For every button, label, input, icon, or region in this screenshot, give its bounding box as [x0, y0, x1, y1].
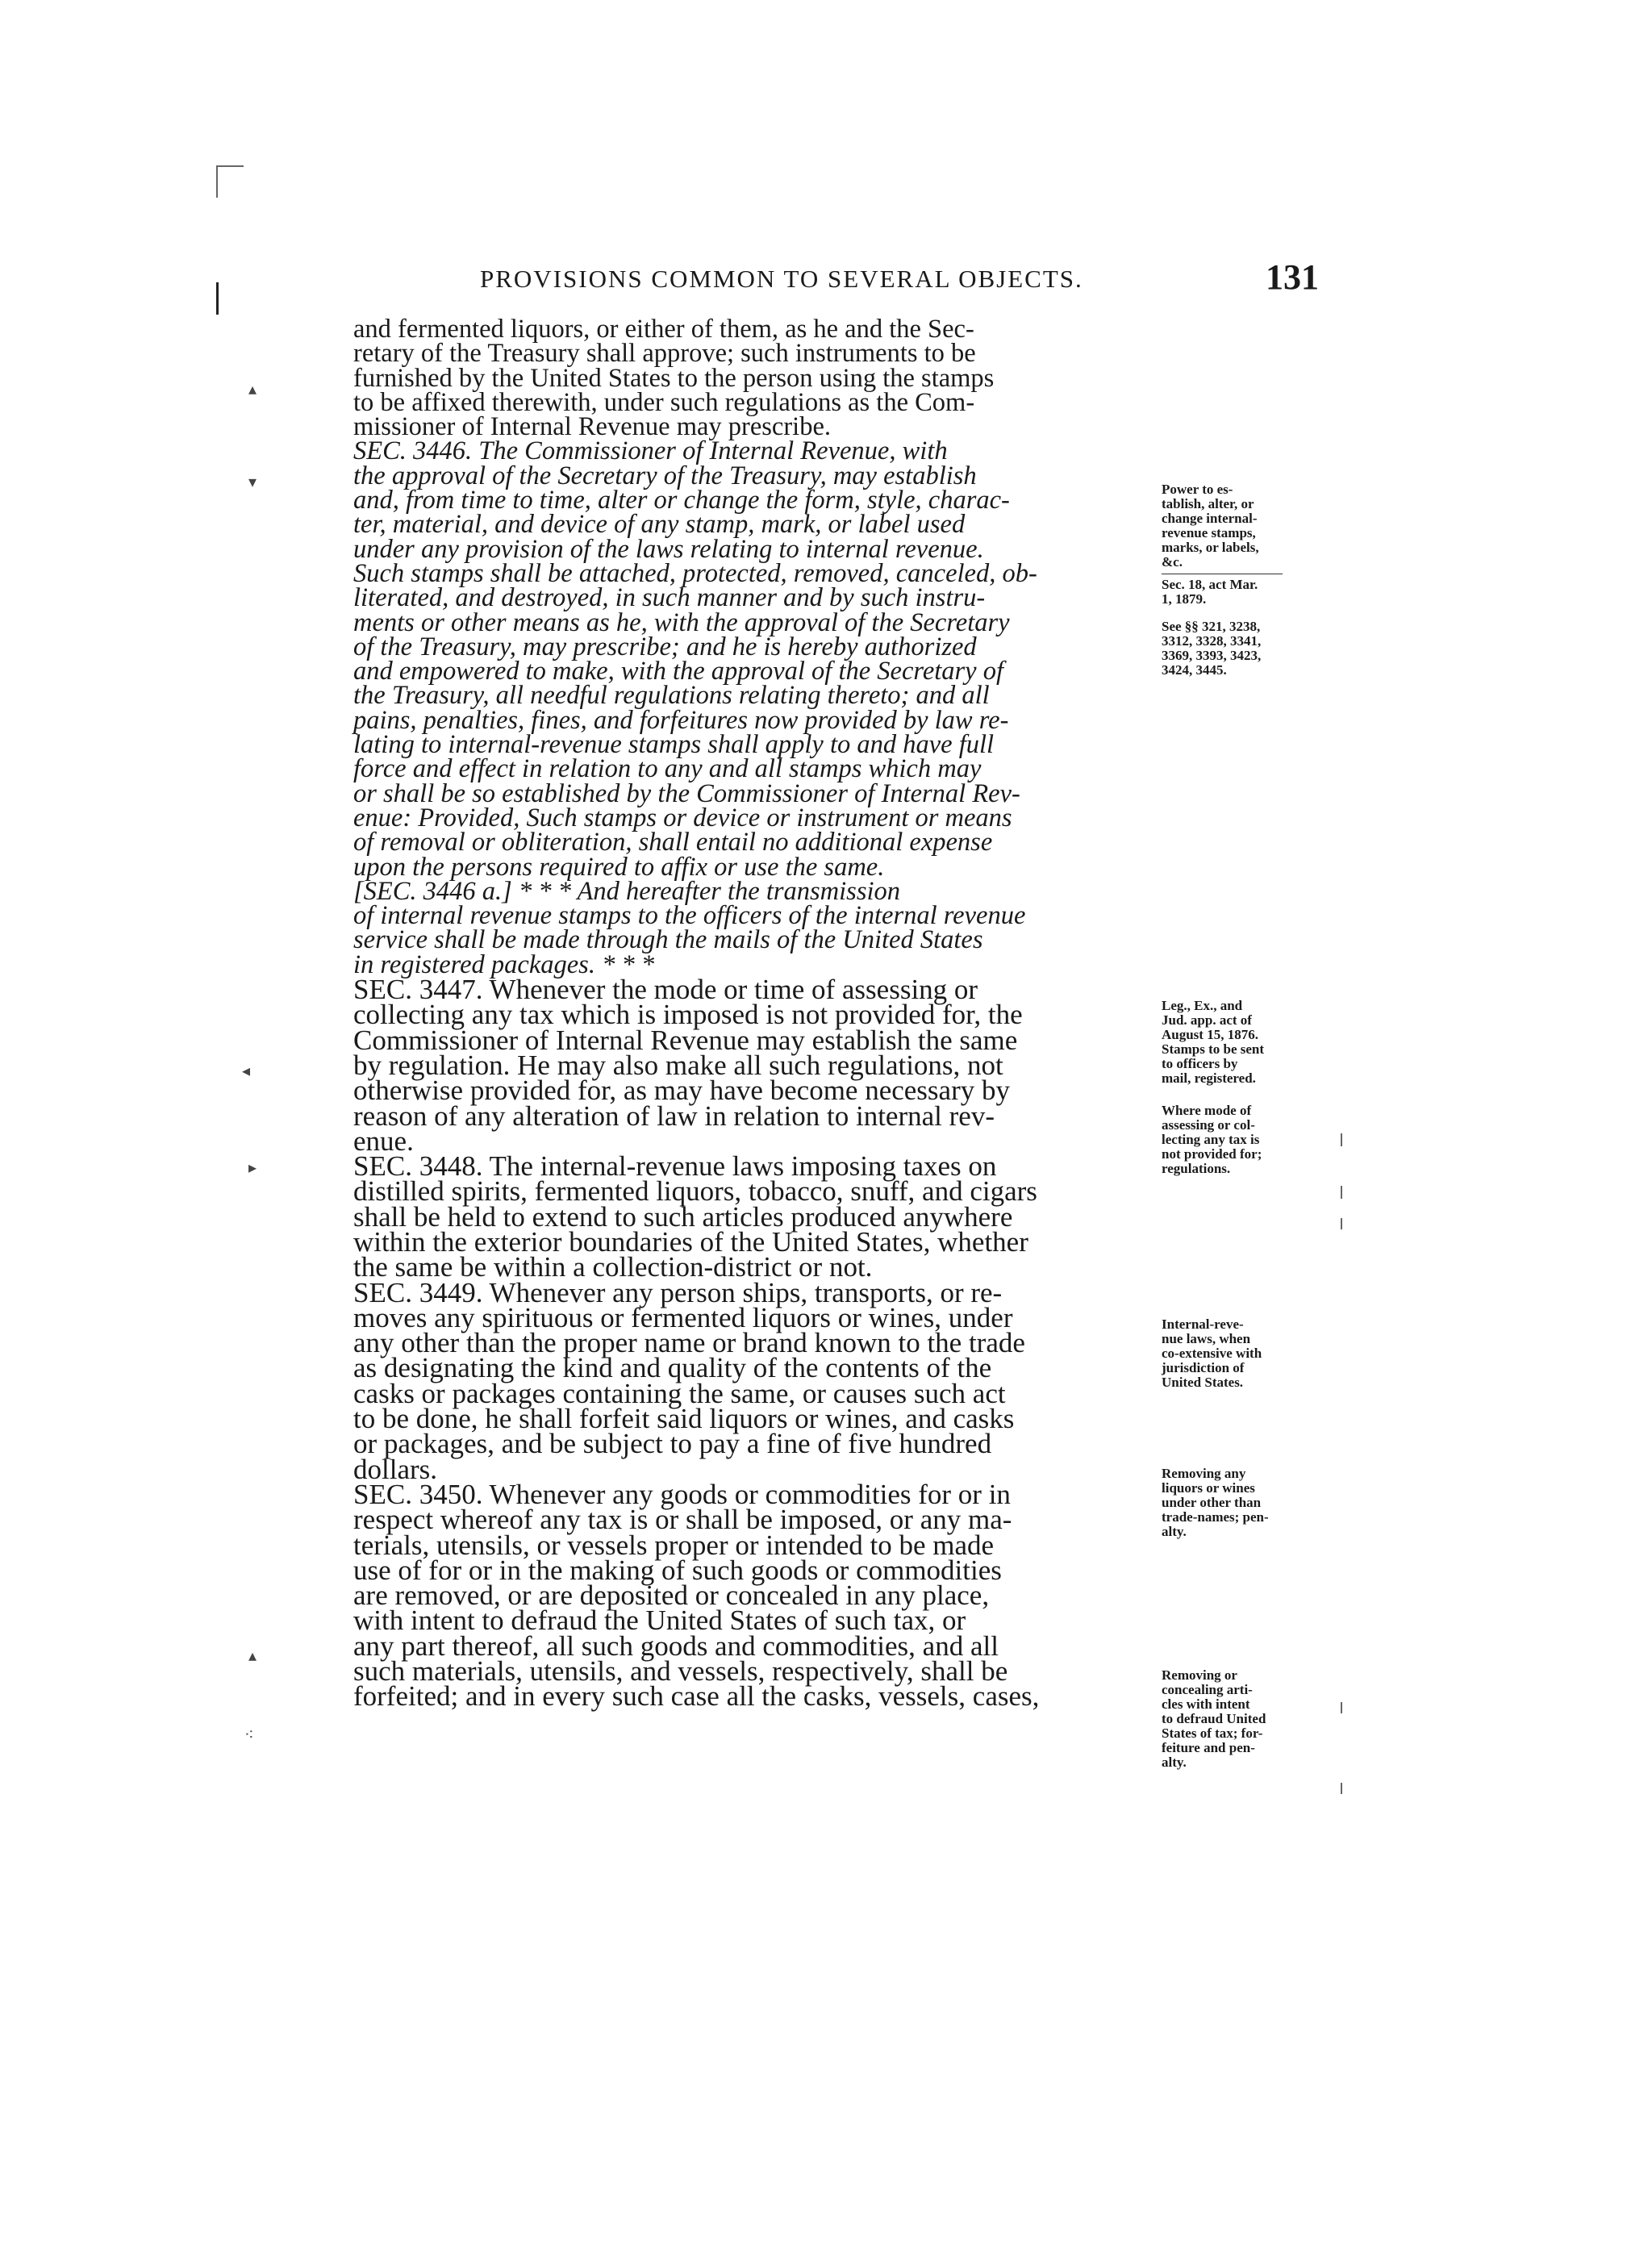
text-line: or shall be so established by the Commissioner of Internal Rev-: [353, 778, 1020, 808]
text-line: ter, material, and device of any stamp, mark, or label used: [353, 510, 966, 540]
text-line: ments or other means as he, with the approval of the Secretary: [353, 607, 1010, 637]
margin-note: Internal-reve- nue laws, when co-extensive with jurisdiction of United States.: [1162, 1317, 1262, 1390]
left-binding-rule: [216, 165, 218, 198]
text-line: SEC. 3449. Whenever any person ships, transports, or re-: [353, 1276, 1003, 1308]
text-line: under any provision of the laws relating to internal revenue.: [353, 534, 984, 564]
body-text-column: [353, 315, 1152, 1713]
text-line: dollars.: [353, 1453, 438, 1485]
text-line: literated, and destroyed, in such manner and by such instru-: [353, 583, 986, 613]
marginal-mark: ◂: [242, 1062, 251, 1080]
right-edge-tick: [1341, 1702, 1342, 1713]
text-line: upon the persons required to affix or use the same.: [353, 852, 885, 882]
right-edge-tick: [1341, 1133, 1342, 1146]
text-line: terials, utensils, or vessels proper or intended to be made: [353, 1529, 995, 1561]
margin-note: Leg., Ex., and Jud. app. act of August 15, 1876. Stamps to be sent to officers by mail, registered.: [1162, 998, 1265, 1086]
text-line: SEC. 3447. Whenever the mode or time of assessing or: [353, 974, 978, 1006]
text-line: SEC. 3446. The Commissioner of Internal Revenue, with: [353, 436, 948, 466]
text-line: use of for or in the making of such goods or commodities: [353, 1554, 1002, 1586]
margin-note: Where mode of assessing or col- lecting any tax is not provided for; regulations.: [1162, 1103, 1262, 1176]
text-line: reason of any alteration of law in relation to internal rev-: [353, 1100, 995, 1132]
text-line: enue: Provided, Such stamps or device or instrument or means: [353, 803, 1012, 832]
text-line: shall be held to extend to such articles produced anywhere: [353, 1200, 1013, 1233]
margin-note: Removing or concealing arti- cles with intent to defraud United States of tax; for- feiture and pen- alty.: [1162, 1667, 1266, 1770]
text-line: or packages, and be subject to pay a fine of five hundred: [353, 1428, 992, 1460]
margin-note: Removing any liquors or wines under other than trade-names; pen- alty.: [1162, 1466, 1269, 1539]
marginal-mark: ▾: [248, 474, 257, 491]
text-line: SEC. 3450. Whenever any goods or commodities for or in: [353, 1478, 1011, 1510]
text-line: any part thereof, all such goods and commodities, and all: [353, 1630, 999, 1662]
text-line: [SEC. 3446 a.] * * * And hereafter the transmission: [353, 876, 900, 906]
text-line: respect whereof any tax is or shall be imposed, or any ma-: [353, 1504, 1012, 1536]
text-line: collecting any tax which is imposed is not provided for, the: [353, 999, 1023, 1031]
text-line: and fermented liquors, or either of them, as he and the Sec-: [353, 315, 974, 344]
marginal-mark: ▴: [248, 381, 257, 399]
text-line: distilled spirits, fermented liquors, tobacco, snuff, and cigars: [353, 1175, 1037, 1208]
text-line: force and effect in relation to any and all stamps which may: [353, 754, 982, 784]
right-edge-tick: [1341, 1186, 1342, 1199]
page-number: 131: [1266, 257, 1319, 297]
margin-note: Sec. 18, act Mar. 1, 1879.: [1162, 577, 1258, 607]
text-line: moves any spirituous or fermented liquors or wines, under: [353, 1301, 1013, 1333]
text-line: as designating the kind and quality of the contents of the: [353, 1352, 992, 1384]
text-line: Commissioner of Internal Revenue may establish the same: [353, 1024, 1018, 1056]
text-line: of removal or obliteration, shall entail no additional expense: [353, 828, 993, 858]
text-line: within the exterior boundaries of the United States, whether: [353, 1225, 1028, 1258]
text-line: such materials, utensils, and vessels, respectively, shall be: [353, 1655, 1008, 1688]
text-line: are removed, or are deposited or concealed in any place,: [353, 1579, 990, 1612]
text-line: lating to internal-revenue stamps shall apply to and have full: [353, 730, 995, 760]
text-line: to be affixed therewith, under such regulations as the Com-: [353, 387, 975, 417]
text-line: service shall be made through the mails of the United States: [353, 925, 983, 955]
text-line: forfeited; and in every such case all the casks, vessels, cases,: [353, 1680, 1040, 1713]
text-line: the Treasury, all needful regulations relating thereto; and all: [353, 681, 990, 711]
text-line: casks or packages containing the same, or causes such act: [353, 1377, 1006, 1409]
text-line: enue.: [353, 1125, 414, 1157]
text-line: with intent to defraud the United States of such tax, or: [353, 1604, 966, 1637]
text-line: by regulation. He may also make all such regulations, not: [353, 1049, 1003, 1081]
text-line: of internal revenue stamps to the officers of the internal revenue: [353, 901, 1026, 931]
text-line: pains, penalties, fines, and forfeitures now provided by law re-: [353, 705, 1009, 735]
text-line: Such stamps shall be attached, protected, removed, canceled, ob-: [353, 558, 1037, 588]
left-binding-tick: [216, 165, 244, 167]
text-line: SEC. 3448. The internal-revenue laws imposing taxes on: [353, 1150, 997, 1183]
text-line: furnished by the United States to the person using the stamps: [353, 363, 995, 393]
text-line: and, from time to time, alter or change the form, style, charac-: [353, 486, 1010, 515]
text-line: of the Treasury, may prescribe; and he is hereby authorized: [353, 632, 977, 661]
marginal-mark: ⁖: [244, 1726, 254, 1744]
margin-note: Power to es- tablish, alter, or change internal- revenue stamps, marks, or labels, &c.: [1162, 482, 1259, 570]
text-line: the approval of the Secretary of the Treasury, may establish: [353, 461, 977, 490]
text-line: any other than the proper name or brand known to the trade: [353, 1327, 1025, 1359]
right-edge-tick: [1341, 1218, 1342, 1229]
running-head: PROVISIONS COMMON TO SEVERAL OBJECTS.: [480, 265, 1083, 293]
text-line: retary of the Treasury shall approve; such instruments to be: [353, 339, 976, 369]
page-header: [480, 257, 1319, 305]
right-edge-tick: [1341, 1783, 1342, 1794]
left-edge-rule: [216, 282, 219, 315]
marginal-mark: ▸: [248, 1159, 257, 1177]
text-line: and empowered to make, with the approval of the Secretary of: [353, 657, 1004, 686]
text-line: in registered packages. * * *: [353, 949, 655, 979]
text-line: the same be within a collection-district or not.: [353, 1251, 873, 1283]
text-line: missioner of Internal Revenue may prescribe.: [353, 412, 832, 442]
text-line: to be done, he shall forfeit said liquors or wines, and casks: [353, 1403, 1015, 1435]
margin-note: See §§ 321, 3238, 3312, 3328, 3341, 3369, 3393, 3423, 3424, 3445.: [1162, 619, 1262, 678]
marginal-mark: ▴: [248, 1647, 257, 1665]
text-line: otherwise provided for, as may have become necessary by: [353, 1075, 1010, 1107]
